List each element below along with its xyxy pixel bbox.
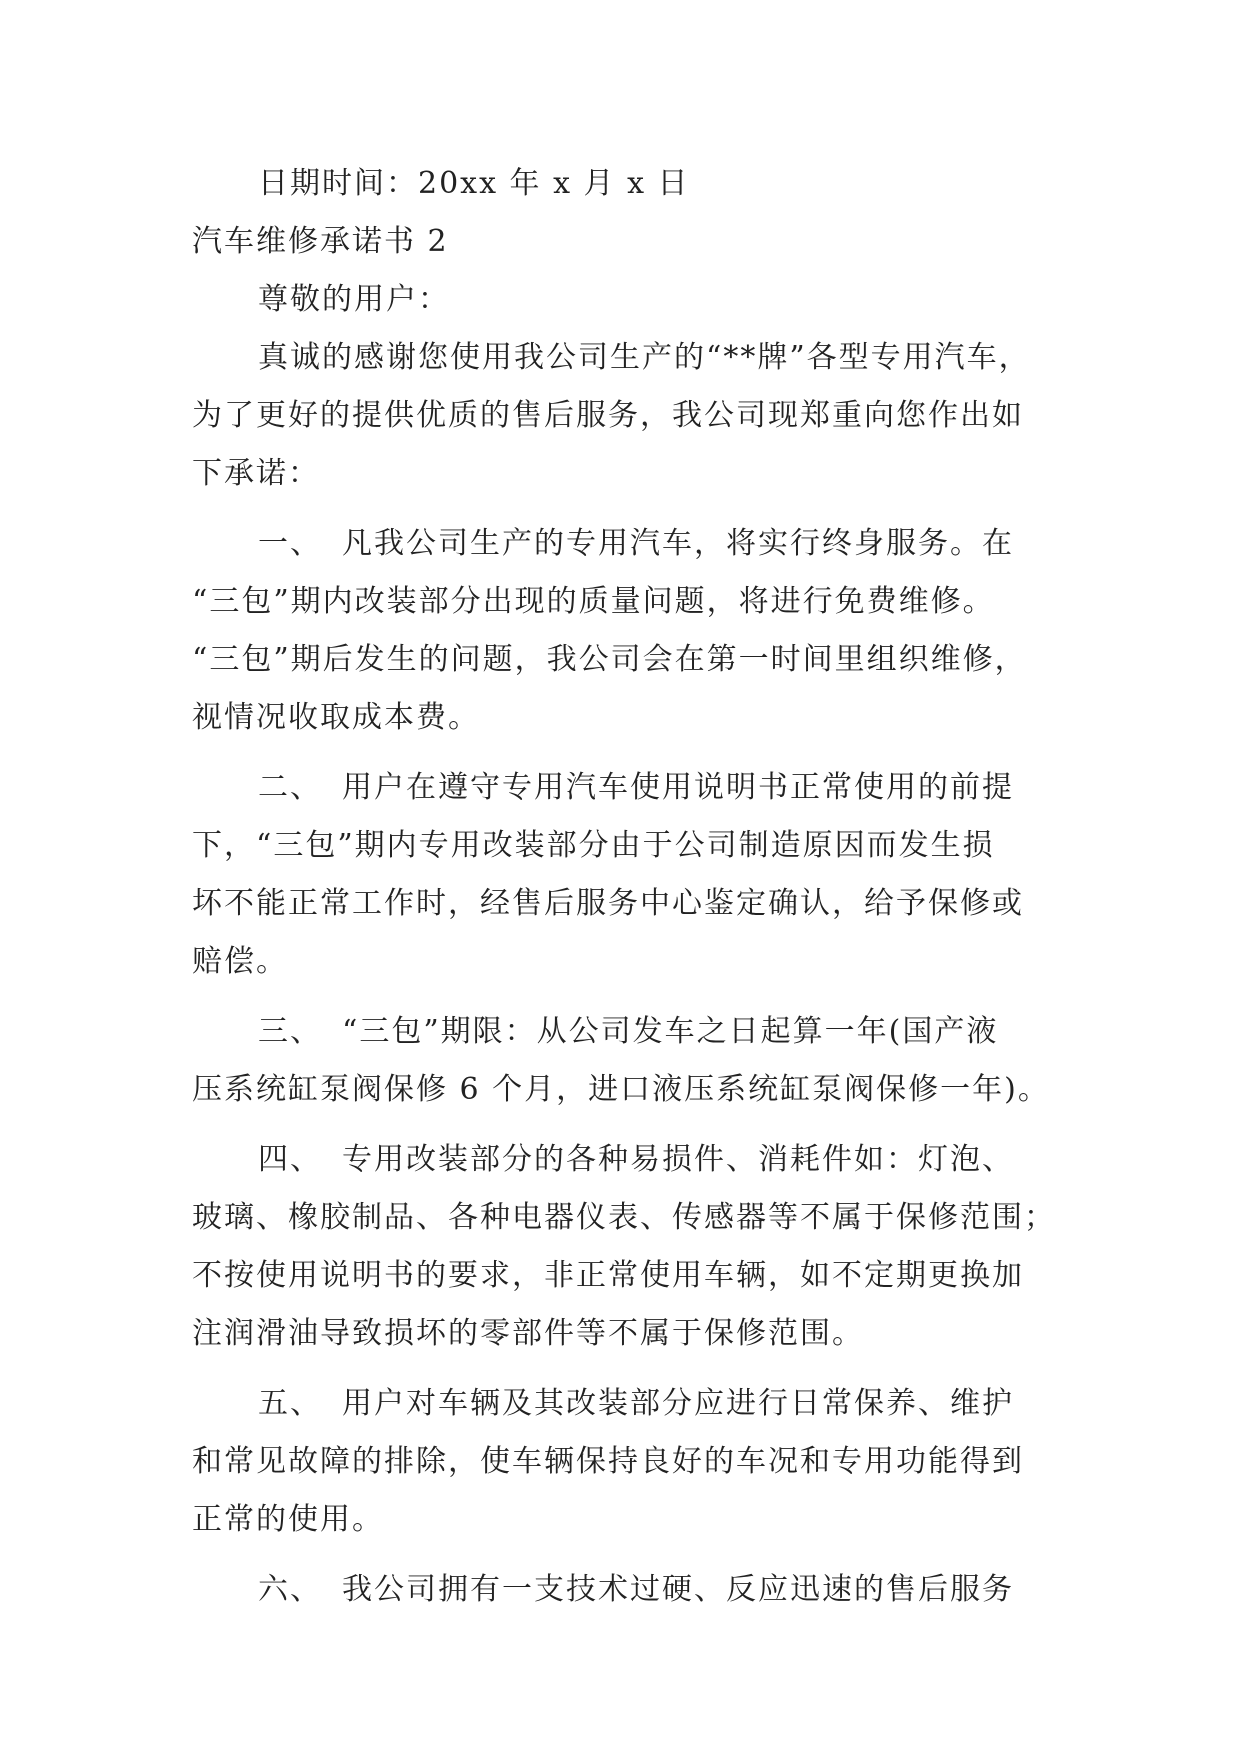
clause-text: 不按使用说明书的要求，非正常使用车辆，如不定期更换加 [192, 1258, 1024, 1293]
clause-text: 用户对车辆及其改装部分应进行日常保养、维护 [342, 1386, 1014, 1421]
clause-4 [192, 1131, 1062, 1363]
clause-3 [192, 1003, 1062, 1119]
clause-text: 凡我公司生产的专用汽车，将实行终身服务。在 [342, 526, 1014, 561]
clause-number: 一、 [258, 526, 322, 561]
clause-6 [192, 1561, 1062, 1619]
clause-text: “三包”期内改装部分出现的质量问题，将进行免费维修。 [192, 584, 995, 619]
intro-paragraph [192, 329, 1062, 503]
clause-1 [192, 515, 1062, 747]
intro-line: 为了更好的提供优质的售后服务，我公司现郑重向您作出如 [192, 398, 1024, 433]
clause-text: 赔偿。 [192, 944, 288, 979]
clause-number: 二、 [258, 770, 322, 805]
clause-text: 视情况收取成本费。 [192, 700, 480, 735]
clause-text: “三包”期限：从公司发车之日起算一年(国产液 [342, 1014, 999, 1049]
clause-text: 下，“三包”期内专用改装部分由于公司制造原因而发生损 [192, 828, 995, 863]
clause-text: 玻璃、橡胶制品、各种电器仪表、传感器等不属于保修范围； [192, 1200, 1056, 1235]
clause-text: 用户在遵守专用汽车使用说明书正常使用的前提 [342, 770, 1014, 805]
clause-text: 坏不能正常工作时，经售后服务中心鉴定确认，给予保修或 [192, 886, 1024, 921]
clause-text: 我公司拥有一支技术过硬、反应迅速的售后服务 [342, 1572, 1014, 1607]
clause-text: 专用改装部分的各种易损件、消耗件如：灯泡、 [342, 1142, 1014, 1177]
clause-number: 四、 [258, 1142, 322, 1177]
clause-text: 正常的使用。 [192, 1502, 384, 1537]
document-body [192, 155, 1062, 1619]
clause-text: 注润滑油导致损坏的零部件等不属于保修范围。 [192, 1316, 864, 1351]
intro-line: 真诚的感谢您使用我公司生产的“**牌”各型专用汽车， [258, 340, 1031, 375]
clause-2 [192, 759, 1062, 991]
document-title: 汽车维修承诺书 2 [192, 224, 449, 259]
clause-5 [192, 1375, 1062, 1549]
clause-text: 压系统缸泵阀保修 6 个月，进口液压系统缸泵阀保修一年)。 [192, 1072, 1050, 1107]
clause-number: 六、 [258, 1572, 322, 1607]
clause-number: 五、 [258, 1386, 322, 1421]
intro-line: 下承诺： [192, 456, 320, 491]
clause-number: 三、 [258, 1014, 322, 1049]
date-line: 日期时间：20xx 年 x 月 x 日 [258, 166, 690, 201]
clause-text: 和常见故障的排除，使车辆保持良好的车况和专用功能得到 [192, 1444, 1024, 1479]
clause-text: “三包”期后发生的问题，我公司会在第一时间里组织维修， [192, 642, 1027, 677]
salutation: 尊敬的用户： [258, 282, 450, 317]
